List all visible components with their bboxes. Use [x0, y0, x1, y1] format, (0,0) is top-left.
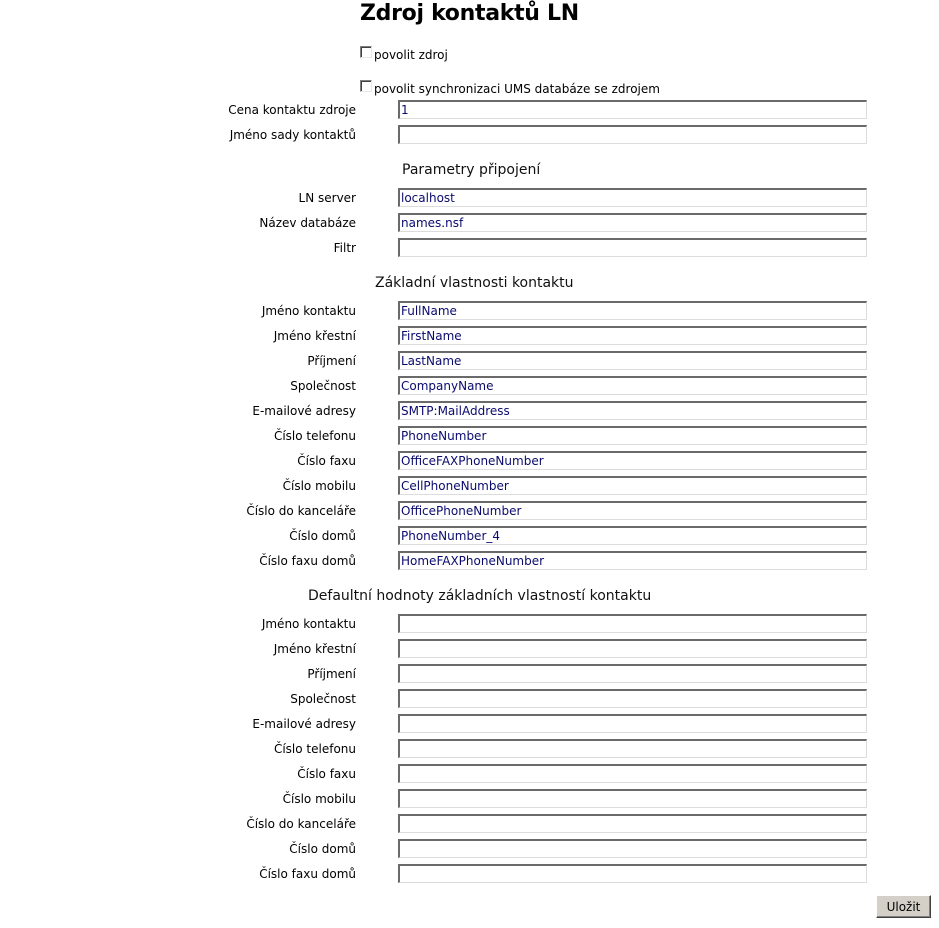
basic-input-first-name[interactable]	[398, 326, 867, 345]
basic-label-fax: Číslo faxu	[297, 454, 356, 468]
basic-label-home-fax: Číslo faxu domů	[259, 554, 356, 568]
connection-heading: Parametry připojení	[402, 162, 541, 178]
set-name-input[interactable]	[398, 125, 867, 144]
basic-label-office-phone: Číslo do kanceláře	[246, 504, 356, 518]
basic-input-full-name[interactable]	[398, 301, 867, 320]
basic-label-last-name: Příjmení	[307, 354, 356, 368]
enable-source-label[interactable]: povolit zdroj	[374, 48, 448, 62]
default-label-home-fax: Číslo faxu domů	[259, 867, 356, 881]
filter-label: Filtr	[333, 241, 356, 255]
default-label-mobile: Číslo mobilu	[282, 792, 356, 806]
basic-input-phone[interactable]	[398, 426, 867, 445]
default-label-last-name: Příjmení	[307, 667, 356, 681]
default-label-fax: Číslo faxu	[297, 767, 356, 781]
default-label-first-name: Jméno křestní	[273, 642, 356, 656]
default-label-email: E-mailové adresy	[252, 717, 356, 731]
basic-label-mobile: Číslo mobilu	[282, 479, 356, 493]
basic-label-home-phone: Číslo domů	[289, 529, 356, 543]
default-input-home-phone[interactable]	[398, 839, 867, 858]
default-values-heading: Defaultní hodnoty základních vlastností kontaktu	[308, 588, 652, 604]
default-label-phone: Číslo telefonu	[273, 742, 356, 756]
basic-label-company: Společnost	[290, 379, 356, 393]
enable-sync-checkbox[interactable]	[360, 80, 372, 92]
basic-input-home-phone[interactable]	[398, 526, 867, 545]
default-input-email[interactable]	[398, 714, 867, 733]
default-label-home-phone: Číslo domů	[289, 842, 356, 856]
basic-input-mobile[interactable]	[398, 476, 867, 495]
database-label: Název databáze	[259, 216, 356, 230]
default-input-company[interactable]	[398, 689, 867, 708]
basic-input-fax[interactable]	[398, 451, 867, 470]
basic-properties-heading: Základní vlastnosti kontaktu	[375, 275, 574, 291]
enable-source-checkbox[interactable]	[360, 46, 372, 58]
basic-input-company[interactable]	[398, 376, 867, 395]
filter-input[interactable]	[398, 238, 867, 257]
server-label: LN server	[298, 191, 356, 205]
default-input-office-phone[interactable]	[398, 814, 867, 833]
default-label-full-name: Jméno kontaktu	[261, 617, 356, 631]
basic-label-full-name: Jméno kontaktu	[261, 304, 356, 318]
default-label-office-phone: Číslo do kanceláře	[246, 817, 356, 831]
page-title: Zdroj kontaktů LN	[360, 1, 579, 26]
basic-input-home-fax[interactable]	[398, 551, 867, 570]
set-name-label: Jméno sady kontaktů	[229, 128, 356, 142]
save-button[interactable]: Uložit	[876, 895, 931, 918]
basic-input-last-name[interactable]	[398, 351, 867, 370]
default-input-first-name[interactable]	[398, 639, 867, 658]
default-input-home-fax[interactable]	[398, 864, 867, 883]
enable-source-row[interactable]	[360, 46, 448, 62]
server-input[interactable]	[398, 188, 867, 207]
enable-sync-row[interactable]	[360, 80, 660, 96]
basic-label-phone: Číslo telefonu	[273, 429, 356, 443]
default-input-phone[interactable]	[398, 739, 867, 758]
default-label-company: Společnost	[290, 692, 356, 706]
basic-input-email[interactable]	[398, 401, 867, 420]
default-input-last-name[interactable]	[398, 664, 867, 683]
enable-sync-label[interactable]: povolit synchronizaci UMS databáze se zdrojem	[374, 82, 660, 96]
basic-label-first-name: Jméno křestní	[273, 329, 356, 343]
default-input-full-name[interactable]	[398, 614, 867, 633]
price-input[interactable]	[398, 100, 867, 119]
basic-label-email: E-mailové adresy	[252, 404, 356, 418]
default-input-fax[interactable]	[398, 764, 867, 783]
basic-input-office-phone[interactable]	[398, 501, 867, 520]
price-label: Cena kontaktu zdroje	[228, 103, 356, 117]
default-input-mobile[interactable]	[398, 789, 867, 808]
database-input[interactable]	[398, 213, 867, 232]
